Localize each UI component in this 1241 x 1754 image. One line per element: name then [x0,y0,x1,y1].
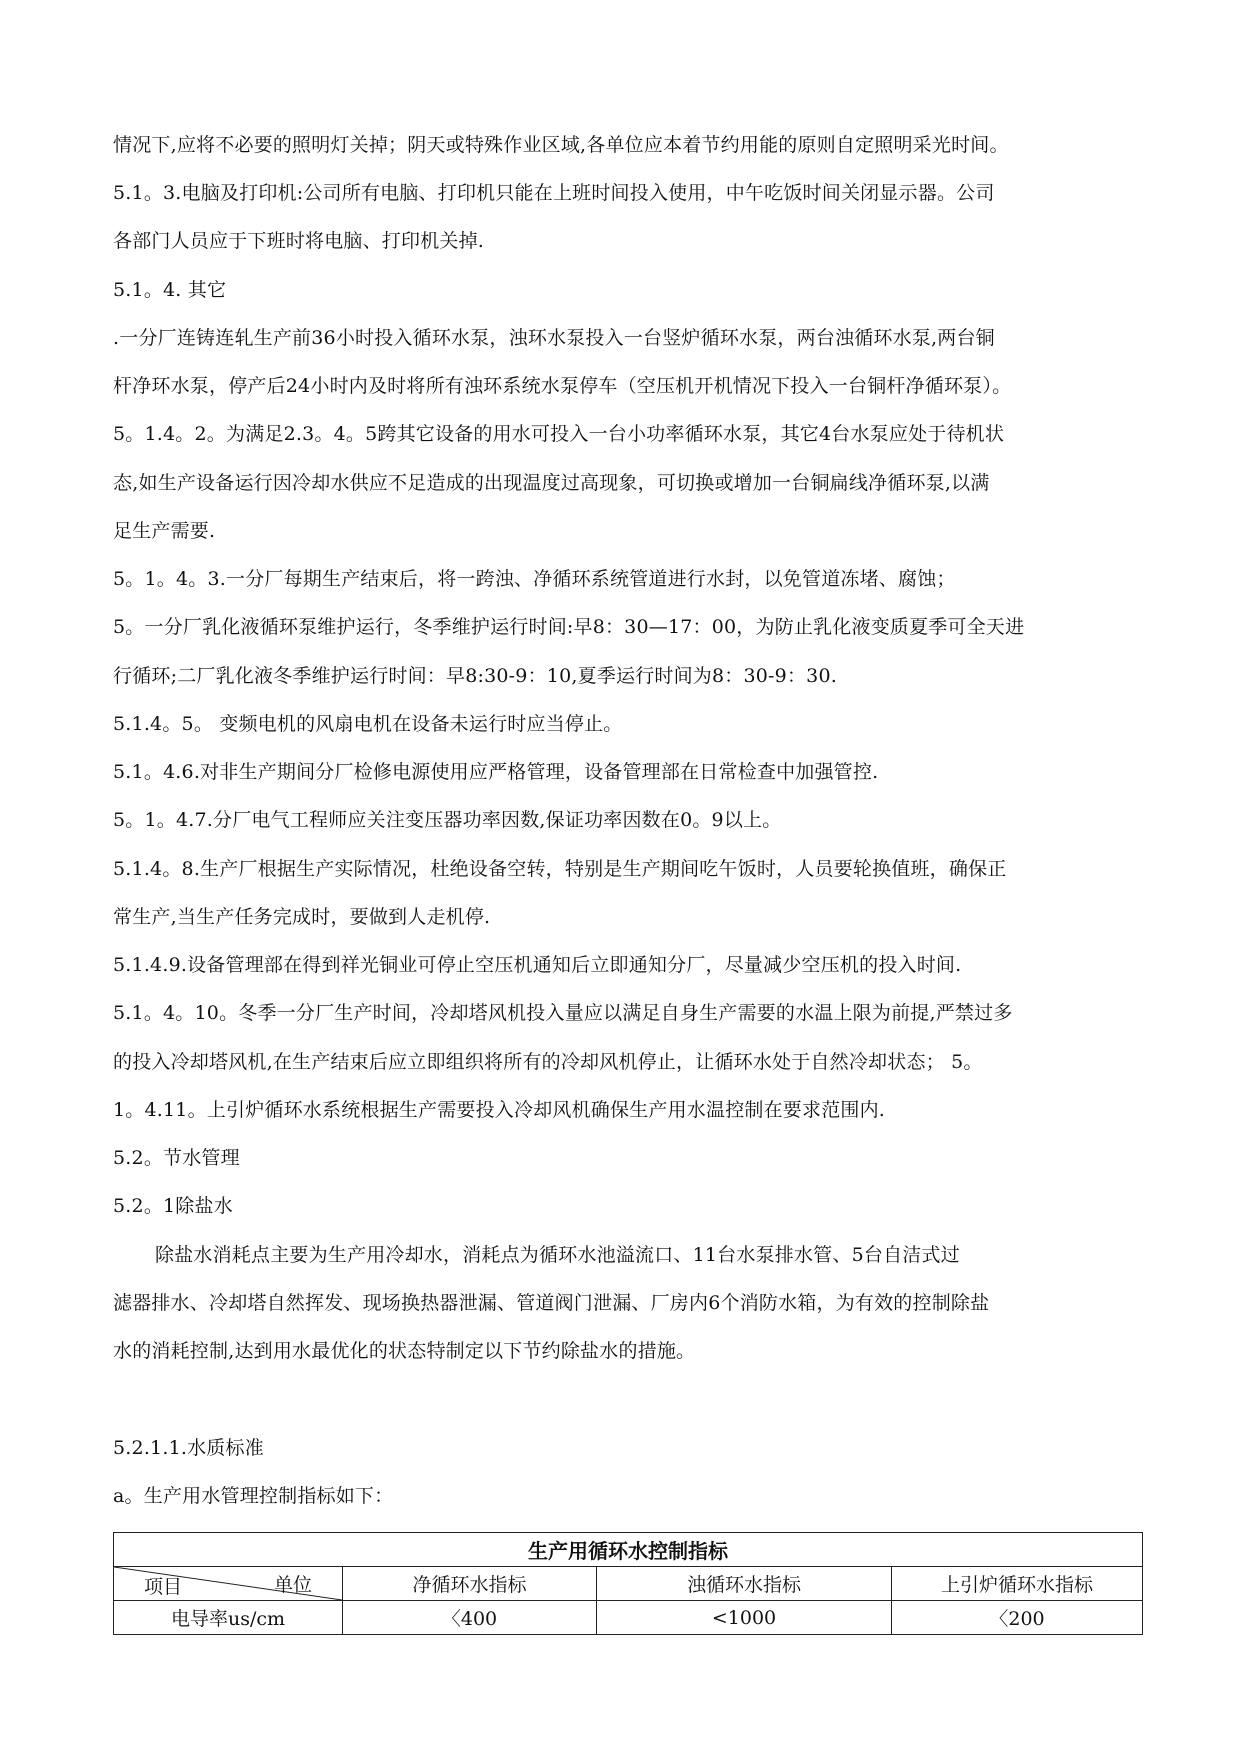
text-line: 的投入冷却塔风机,在生产结束后应立即组织将所有的冷却风机停止，让循环水处于自然冷却状态； 5。 [113,1051,983,1073]
text-line: 水的消耗控制,达到用水最优化的状态特制定以下节约除盐水的措施。 [113,1340,696,1362]
text-line: 5。一分厂乳化液循环泵维护运行，冬季维护运行时间:早8：30—17：00，为防止乳化液变质夏季可全天进 [113,616,1025,638]
text-line: 态,如生产设备运行因冷却水供应不足造成的出现温度过高现象，可切换或增加一台铜扁线净循环泵,以满 [113,472,990,494]
text-line: 滤器排水、冷却塔自然挥发、现场换热器泄漏、管道阀门泄漏、厂房内6个消防水箱，为有效的控制除盐 [113,1292,990,1314]
table-header-row [114,1567,1143,1601]
text-line: 5。1。4。3.一分厂每期生产结束后，将一跨浊、净循环系统管道进行水封，以免管道冻堵、腐蚀； [113,568,956,590]
text-line: 行循环;二厂乳化液冬季维护运行时间：早8:30-9：10,夏季运行时间为8：30-9：30. [113,665,837,687]
section-heading: 5.2。节水管理 [113,1147,240,1169]
text-line: 情况下,应将不必要的照明灯关掉；阴天或特殊作业区域,各单位应本着节约用能的原则自定照明采光时间。 [113,134,1009,156]
text-line: 5.1。3.电脑及打印机:公司所有电脑、打印机只能在上班时间投入使用，中午吃饭时间关闭显示器。公司 [113,182,995,204]
text-line: 5.1.4.9.设备管理部在得到祥光铜业可停止空压机通知后立即通知分厂，尽量减少空压机的投入时间. [113,954,962,976]
corner-label-unit: 单位 [273,1574,312,1596]
text-line: 足生产需要. [113,520,216,542]
table-cell: 〈400 [343,1601,597,1635]
diagonal-header-cell [114,1567,343,1601]
text-line: 5。1。4.7.分厂电气工程师应关注变压器功率因数,保证功率因数在0。9以上。 [113,809,782,831]
section-heading: 5.1。4. 其它 [113,279,227,301]
text-line: a。生产用水管理控制指标如下： [113,1485,394,1507]
section-heading: 5.2。1除盐水 [113,1195,233,1217]
text-line: 各部门人员应于下班时将电脑、打印机关掉. [113,230,485,252]
text-line: 5.1.4。8.生产厂根据生产实际情况，杜绝设备空转，特别是生产期间吃午饭时，人员要轮换值班，确保正 [113,858,1007,880]
text-line: 常生产,当生产任务完成时，要做到人走机停. [113,906,491,928]
corner-label-item: 项目 [144,1576,183,1598]
water-control-table [113,1532,1143,1635]
row-label: 电导率us/cm [114,1601,343,1635]
column-header: 净循环水指标 [343,1567,597,1601]
text-line: 5.1。4.6.对非生产期间分厂检修电源使用应严格管理，设备管理部在日常检查中加强管控. [113,761,879,783]
text-line: 除盐水消耗点主要为生产用冷却水，消耗点为循环水池溢流口、11台水泵排水管、5台自洁式过 [155,1244,960,1266]
table-cell: <1000 [597,1601,892,1635]
table-cell: 〈200 [892,1601,1143,1635]
text-line: 1。4.11。上引炉循环水系统根据生产需要投入冷却风机确保生产用水温控制在要求范围内. [113,1099,886,1121]
text-line: 5。1.4。2。为满足2.3。4。5跨其它设备的用水可投入一台小功率循环水泵，其它4台水泵应处于待机状 [113,423,1005,445]
column-header: 上引炉循环水指标 [892,1567,1143,1601]
table-title: 生产用循环水控制指标 [114,1533,1143,1567]
column-header: 浊循环水指标 [597,1567,892,1601]
text-line: .一分厂连铸连轧生产前36小时投入循环水泵，浊环水泵投入一台竖炉循环水泵，两台浊循环水泵,两台铜 [113,327,995,349]
text-line: 5.1。4。10。冬季一分厂生产时间，冷却塔风机投入量应以满足自身生产需要的水温上限为前提,严禁过多 [113,1002,1013,1024]
table-row [114,1601,1143,1635]
section-heading: 5.2.1.1.水质标准 [113,1437,264,1459]
text-line: 杆净环水泵，停产后24小时内及时将所有浊环系统水泵停车（空压机开机情况下投入一台铜杆净循环泵）。 [113,375,1012,397]
text-line: 5.1.4。5。 变频电机的风扇电机在设备未运行时应当停止。 [113,713,623,735]
